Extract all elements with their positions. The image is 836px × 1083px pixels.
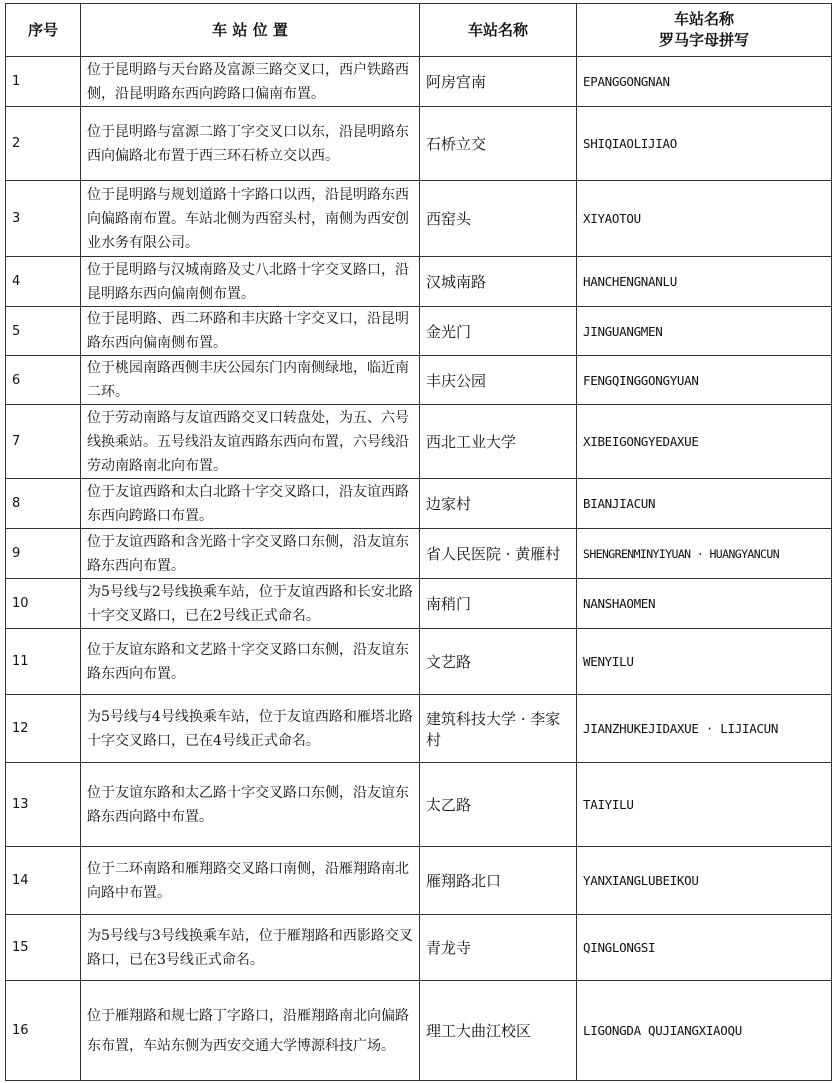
row-number: 3 <box>6 181 81 257</box>
row-station-name: 边家村 <box>420 479 577 529</box>
table-row <box>6 356 832 405</box>
table-row <box>6 629 832 695</box>
row-number: 1 <box>6 57 81 107</box>
row-pinyin: WENYILU <box>577 629 832 695</box>
row-location: 为5号线与2号线换乘车站，位于友谊西路和长安北路十字交叉路口，已在2号线正式命名。 <box>81 579 420 629</box>
row-location: 位于昆明路与汉城南路及丈八北路十字交叉路口，沿昆明路东西向偏南侧布置。 <box>81 257 420 307</box>
row-pinyin: HANCHENGNANLU <box>577 257 832 307</box>
table-row <box>6 307 832 356</box>
row-location: 位于友谊东路和文艺路十字交叉路口东侧，沿友谊东路东西向布置。 <box>81 629 420 695</box>
header-pinyin <box>577 4 832 57</box>
row-pinyin: TAIYILU <box>577 763 832 847</box>
table-row <box>6 181 832 257</box>
row-number: 16 <box>6 981 81 1081</box>
row-number: 9 <box>6 529 81 579</box>
table-row <box>6 579 832 629</box>
row-number: 12 <box>6 695 81 763</box>
row-station-name: 青龙寺 <box>420 915 577 981</box>
row-location: 位于二环南路和雁翔路交叉路口南侧，沿雁翔路南北向路中布置。 <box>81 847 420 915</box>
row-station-name: 金光门 <box>420 307 577 356</box>
row-number: 2 <box>6 107 81 181</box>
row-location: 位于桃园南路西侧丰庆公园东门内南侧绿地，临近南二环。 <box>81 356 420 405</box>
row-station-name: 阿房宫南 <box>420 57 577 107</box>
header-station-name: 车站名称 <box>420 4 577 57</box>
row-pinyin: BIANJIACUN <box>577 479 832 529</box>
row-number: 13 <box>6 763 81 847</box>
header-number: 序号 <box>6 4 81 57</box>
table-row <box>6 107 832 181</box>
station-table <box>5 3 832 1081</box>
row-location: 位于昆明路与规划道路十字路口以西，沿昆明路东西向偏路南布置。车站北侧为西窑头村，南侧为西安创业水务有限公司。 <box>81 181 420 257</box>
row-station-name: 西北工业大学 <box>420 405 577 479</box>
table-row <box>6 529 832 579</box>
table-row <box>6 763 832 847</box>
row-location: 为5号线与3号线换乘车站，位于雁翔路和西影路交叉路口，已在3号线正式命名。 <box>81 915 420 981</box>
row-station-name: 南稍门 <box>420 579 577 629</box>
row-number: 14 <box>6 847 81 915</box>
row-pinyin: EPANGGONGNAN <box>577 57 832 107</box>
row-number: 15 <box>6 915 81 981</box>
row-station-name: 建筑科技大学 · 李家村 <box>420 695 577 763</box>
table-row <box>6 847 832 915</box>
header-location: 车 站 位 置 <box>81 4 420 57</box>
row-location: 位于昆明路与天台路及富源三路交叉口，西户铁路西侧，沿昆明路东西向跨路口偏南布置。 <box>81 57 420 107</box>
table-row <box>6 57 832 107</box>
row-number: 7 <box>6 405 81 479</box>
row-station-name: 文艺路 <box>420 629 577 695</box>
row-pinyin: JINGUANGMEN <box>577 307 832 356</box>
row-station-name: 省人民医院 · 黄雁村 <box>420 529 577 579</box>
row-pinyin: NANSHAOMEN <box>577 579 832 629</box>
table-row <box>6 479 832 529</box>
row-location: 位于劳动南路与友谊西路交叉口转盘处，为五、六号线换乘站。五号线沿友谊西路东西向布置，六号线沿劳动南路南北向布置。 <box>81 405 420 479</box>
row-station-name: 汉城南路 <box>420 257 577 307</box>
row-number: 10 <box>6 579 81 629</box>
table-header-row <box>6 4 832 57</box>
row-pinyin: XIYAOTOU <box>577 181 832 257</box>
row-station-name: 太乙路 <box>420 763 577 847</box>
header-pinyin-line2: 罗马字母拼写 <box>658 31 749 49</box>
header-pinyin-line1: 车站名称 <box>673 10 734 28</box>
row-pinyin: SHENGRENMINYIYUAN · HUANGYANCUN <box>577 529 832 579</box>
row-location: 位于雁翔路和规七路丁字路口，沿雁翔路南北向偏路东布置，车站东侧为西安交通大学博源科技广场。 <box>81 981 420 1081</box>
row-number: 5 <box>6 307 81 356</box>
row-station-name: 西窑头 <box>420 181 577 257</box>
row-pinyin: QINGLONGSI <box>577 915 832 981</box>
row-pinyin: JIANZHUKEJIDAXUE · LIJIACUN <box>577 695 832 763</box>
row-location: 位于昆明路、西二环路和丰庆路十字交叉口，沿昆明路东西向偏南侧布置。 <box>81 307 420 356</box>
table-row <box>6 405 832 479</box>
table-row <box>6 981 832 1081</box>
row-station-name: 丰庆公园 <box>420 356 577 405</box>
row-pinyin: YANXIANGLUBEIKOU <box>577 847 832 915</box>
row-station-name: 理工大曲江校区 <box>420 981 577 1081</box>
table-row <box>6 915 832 981</box>
row-location: 为5号线与4号线换乘车站，位于友谊西路和雁塔北路十字交叉路口，已在4号线正式命名。 <box>81 695 420 763</box>
row-station-name: 石桥立交 <box>420 107 577 181</box>
row-location: 位于友谊西路和含光路十字交叉路口东侧，沿友谊东路东西向布置。 <box>81 529 420 579</box>
row-number: 6 <box>6 356 81 405</box>
row-location: 位于友谊西路和太白北路十字交叉路口，沿友谊西路东西向跨路口布置。 <box>81 479 420 529</box>
row-station-name: 雁翔路北口 <box>420 847 577 915</box>
row-pinyin: XIBEIGONGYEDAXUE <box>577 405 832 479</box>
row-number: 4 <box>6 257 81 307</box>
row-pinyin: SHIQIAOLIJIAO <box>577 107 832 181</box>
row-number: 8 <box>6 479 81 529</box>
row-number: 11 <box>6 629 81 695</box>
row-location: 位于昆明路与富源二路丁字交叉口以东，沿昆明路东西向偏路北布置于西三环石桥立交以西。 <box>81 107 420 181</box>
table-row <box>6 695 832 763</box>
row-pinyin: FENGQINGGONGYUAN <box>577 356 832 405</box>
row-pinyin: LIGONGDA QUJIANGXIAOQU <box>577 981 832 1081</box>
table-row <box>6 257 832 307</box>
row-location: 位于友谊东路和太乙路十字交叉路口东侧，沿友谊东路东西向路中布置。 <box>81 763 420 847</box>
